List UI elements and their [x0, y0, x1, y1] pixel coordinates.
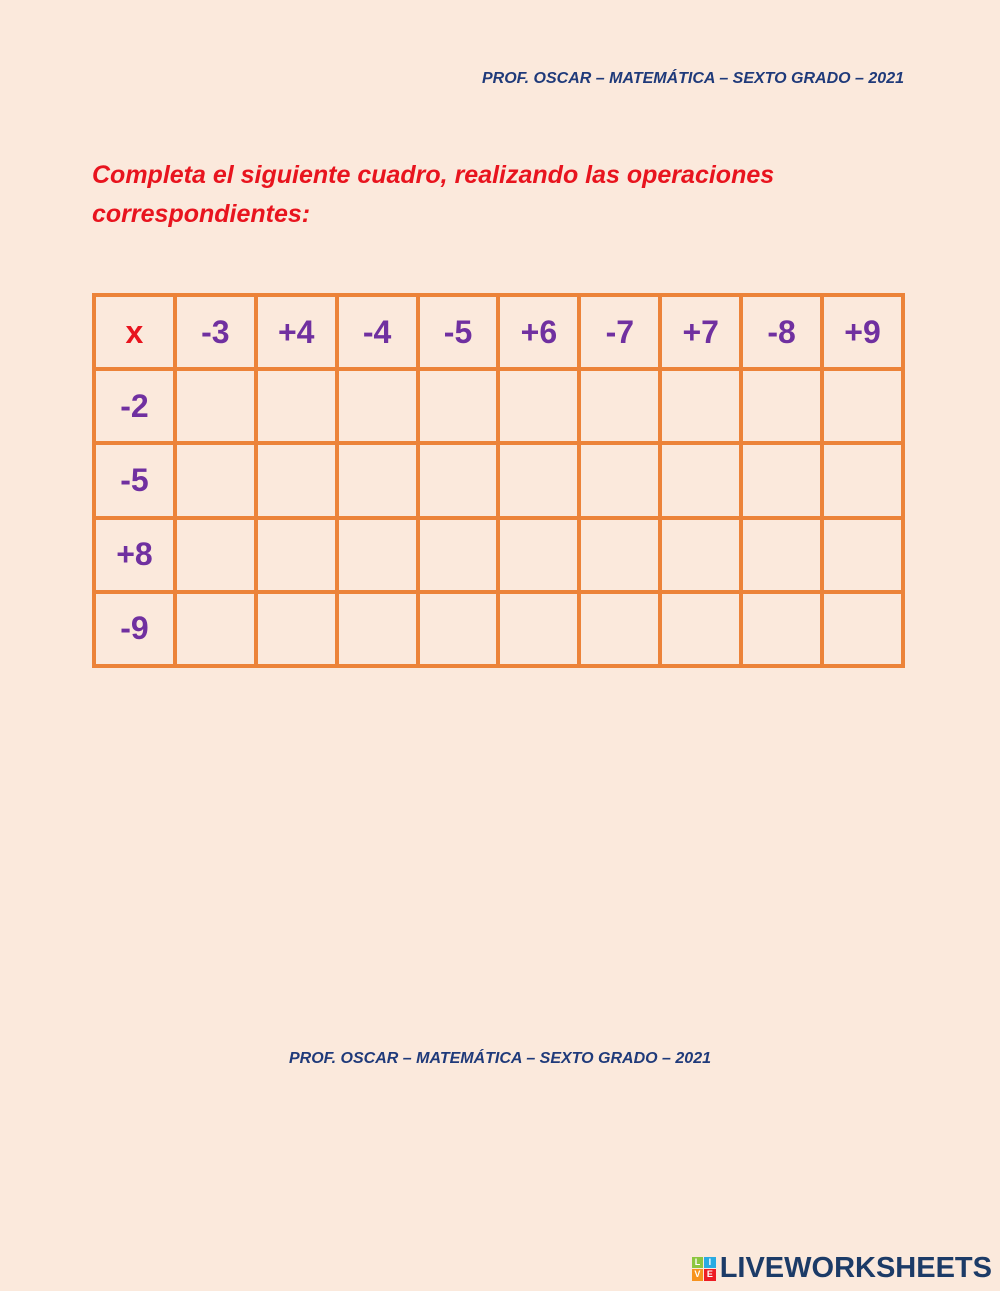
- column-header: +4: [256, 295, 337, 369]
- logo-letter: I: [704, 1257, 716, 1269]
- multiplication-table: [92, 293, 905, 668]
- answer-cell[interactable]: [498, 518, 579, 592]
- answer-cell[interactable]: [822, 518, 903, 592]
- row-header: -2: [94, 369, 175, 443]
- answer-cell[interactable]: [256, 592, 337, 666]
- answer-cell[interactable]: [256, 443, 337, 517]
- answer-cell[interactable]: [498, 443, 579, 517]
- answer-cell[interactable]: [741, 518, 822, 592]
- liveworksheets-logo-icon: [692, 1257, 716, 1281]
- answer-cell[interactable]: [175, 592, 256, 666]
- table-corner-operator: x: [94, 295, 175, 369]
- answer-cell[interactable]: [418, 592, 499, 666]
- answer-cell[interactable]: [175, 518, 256, 592]
- page-footer: PROF. OSCAR – MATEMÁTICA – SEXTO GRADO – 2021: [288, 1050, 711, 1067]
- answer-cell[interactable]: [175, 443, 256, 517]
- answer-cell[interactable]: [579, 518, 660, 592]
- answer-cell[interactable]: [498, 369, 579, 443]
- answer-cell[interactable]: [175, 369, 256, 443]
- table-row: [94, 518, 903, 592]
- answer-cell[interactable]: [337, 369, 418, 443]
- answer-cell[interactable]: [660, 518, 741, 592]
- answer-cell[interactable]: [741, 369, 822, 443]
- instruction-text: Completa el siguiente cuadro, realizando las operaciones correspondientes:: [92, 161, 775, 228]
- answer-cell[interactable]: [741, 443, 822, 517]
- liveworksheets-brand[interactable]: [692, 1252, 992, 1285]
- answer-cell[interactable]: [822, 592, 903, 666]
- table-row: [94, 369, 903, 443]
- column-header: -3: [175, 295, 256, 369]
- column-header: -8: [741, 295, 822, 369]
- answer-cell[interactable]: [337, 592, 418, 666]
- logo-letter: V: [692, 1269, 704, 1281]
- answer-cell[interactable]: [418, 369, 499, 443]
- column-header: +6: [498, 295, 579, 369]
- brand-name: LIVEWORKSHEETS: [719, 1252, 992, 1284]
- row-header: -9: [94, 592, 175, 666]
- answer-cell[interactable]: [256, 518, 337, 592]
- row-header: -5: [94, 443, 175, 517]
- answer-cell[interactable]: [337, 443, 418, 517]
- answer-cell[interactable]: [256, 369, 337, 443]
- table-row: [94, 592, 903, 666]
- page-header: PROF. OSCAR – MATEMÁTICA – SEXTO GRADO – 2021: [481, 70, 904, 87]
- row-header: +8: [94, 518, 175, 592]
- answer-cell[interactable]: [660, 592, 741, 666]
- logo-letter: E: [704, 1269, 716, 1281]
- answer-cell[interactable]: [822, 369, 903, 443]
- answer-cell[interactable]: [579, 443, 660, 517]
- column-header: +7: [660, 295, 741, 369]
- answer-cell[interactable]: [498, 592, 579, 666]
- column-header: -4: [337, 295, 418, 369]
- answer-cell[interactable]: [579, 369, 660, 443]
- table-header-row: [94, 295, 903, 369]
- logo-letter: L: [692, 1257, 704, 1269]
- column-header: +9: [822, 295, 903, 369]
- answer-cell[interactable]: [337, 518, 418, 592]
- answer-cell[interactable]: [660, 443, 741, 517]
- answer-cell[interactable]: [418, 443, 499, 517]
- column-header: -7: [579, 295, 660, 369]
- answer-cell[interactable]: [741, 592, 822, 666]
- table-row: [94, 443, 903, 517]
- answer-cell[interactable]: [660, 369, 741, 443]
- answer-cell[interactable]: [579, 592, 660, 666]
- column-header: -5: [418, 295, 499, 369]
- answer-cell[interactable]: [418, 518, 499, 592]
- answer-cell[interactable]: [822, 443, 903, 517]
